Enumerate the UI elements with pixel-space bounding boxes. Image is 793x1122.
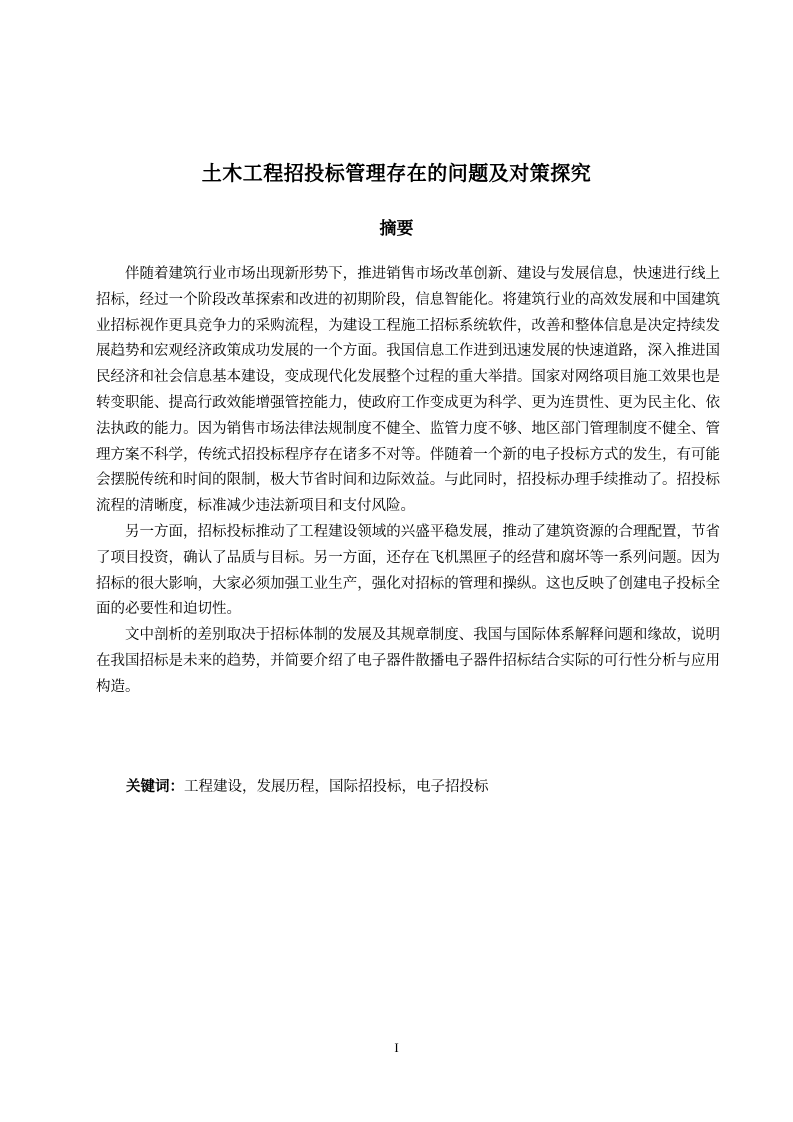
page-number: I	[394, 1040, 399, 1055]
keywords-label: 关键词：	[126, 779, 184, 795]
abstract-paragraph-1: 伴随着建筑行业市场出现新形势下，推进销售市场改革创新、建设与发展信息，快速进行线上招标，经过一个阶段改革探索和改进的初期阶段，信息智能化。将建筑行业的高效发展和中国建筑业招标视作更具竞争力的采购流程，为建设工程施工招标系统软件，改善和整体信息是决定持续发展趋势和宏观经济政策成功发展的一个方面。我国信息工作进到迅速发展的快速道路，深入推进国民经济和社会信息基本建设，变成现代化发展整个过程的重大举措。国家对网络项目施工效果也是转变职能、提高行政效能增强管控能力，使政府工作变成更为科学、更为连贯性、更为民主化、依法执政的能力。因为销售市场法律法规制度不健全、监管力度不够、地区部门管理制度不健全、管理方案不科学，传统式招投标程序存在诸多不对等。伴随着一个新的电子投标方式的发生，有可能会摆脱传统和时间的限制，极大节省时间和边际效益。与此同时，招投标办理手续推动了。招投标流程的清晰度，标准减少违法新项目和支付风险。	[96, 266, 720, 515]
document-title: 土木工程招投标管理存在的问题及对策探究	[201, 161, 592, 185]
abstract-body	[96, 262, 720, 701]
abstract-heading: 摘要	[379, 219, 414, 239]
keywords-line	[126, 775, 720, 799]
abstract-paragraph-3: 文中剖析的差别取决于招标体制的发展及其规章制度、我国与国际体系解释问题和缘故，说明在我国招标是未来的趋势，并简要介绍了电子器件散播电子器件招标结合实际的可行性分析与应用构造。	[96, 627, 720, 695]
abstract-paragraph-2: 另一方面，招标投标推动了工程建设领域的兴盛平稳发展，推动了建筑资源的合理配置，节省了项目投资，确认了品质与目标。另一方面，还存在飞机黑匣子的经营和腐坏等一系列问题。因为招标的很大影响，大家必须加强工业生产，强化对招标的管理和操纵。这也反映了创建电子投标全面的必要性和迫切性。	[96, 523, 720, 618]
keywords-text: 工程建设，发展历程，国际招投标，电子招投标	[184, 779, 489, 795]
